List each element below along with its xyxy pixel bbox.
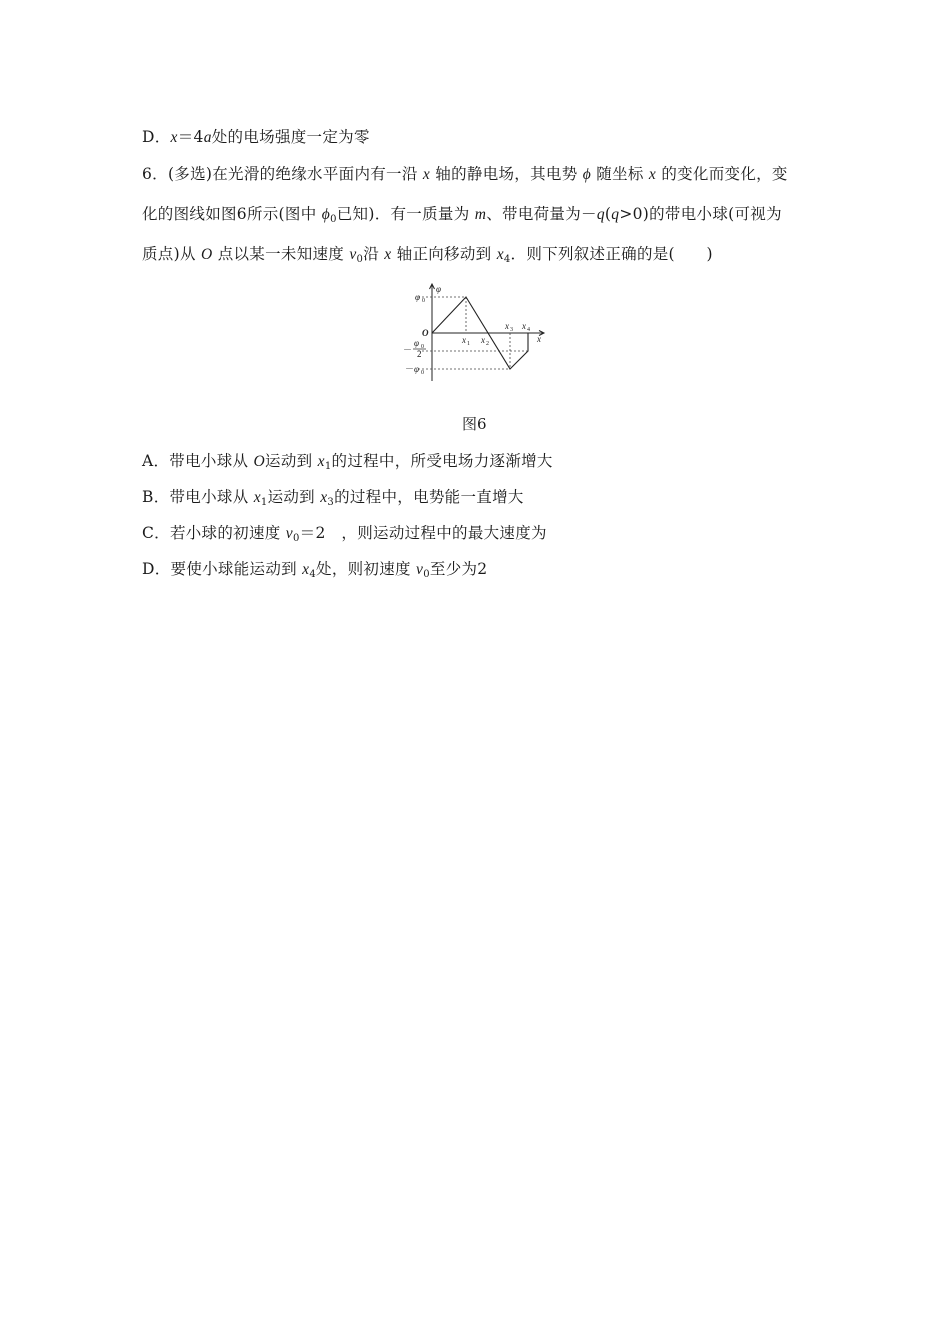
- phi0-sub: 0: [422, 298, 425, 304]
- option-d[interactable]: [142, 558, 487, 586]
- option-b-sub: 1: [260, 497, 268, 508]
- option-d-vsub: 0: [423, 569, 430, 580]
- q-l1-p2: 轴的静电场，其电势: [430, 165, 583, 183]
- option-b-x: x: [253, 489, 261, 506]
- option-a[interactable]: [142, 450, 553, 478]
- q-l3-v-sub: 0: [356, 254, 364, 265]
- origin-label: O: [422, 328, 429, 338]
- x4-sub: 4: [527, 327, 530, 333]
- axis-y-label: φ: [436, 284, 441, 294]
- half-num-sub: 0: [421, 344, 424, 350]
- prev-option-d-eq: ＝4: [177, 128, 204, 146]
- prev-option-d-prefix: D．: [142, 128, 171, 146]
- x1-sub: 1: [467, 341, 470, 347]
- q-l3-p4: 轴正向移动到: [391, 245, 497, 263]
- q-l2-p1: 化的图线如图6所示(图中: [142, 205, 322, 223]
- option-c[interactable]: [142, 522, 547, 550]
- q-l1-p1: 6．(多选)在光滑的绝缘水平面内有一沿: [142, 165, 423, 183]
- potential-graph-figure: [398, 283, 550, 383]
- q-l2-q: q: [596, 206, 605, 223]
- neg-phi0-sub: 0: [421, 370, 424, 376]
- half-sign: －: [403, 345, 413, 355]
- q-l3-p1: 质点)从: [142, 245, 201, 263]
- prev-option-d-var-x: x: [170, 129, 178, 146]
- prev-option-d-rest: 处的电场强度一定为零: [211, 128, 370, 146]
- q-l3-x: x: [384, 246, 392, 263]
- option-d-x: x: [302, 561, 310, 578]
- option-a-O: O: [253, 453, 266, 470]
- q-l3-O: O: [200, 246, 213, 263]
- option-c-sub: 0: [292, 533, 300, 544]
- option-d-p3: 至少为2: [429, 560, 488, 578]
- q-l2-p4: (: [604, 205, 612, 223]
- q-l3-p3: 沿: [363, 245, 385, 263]
- q-l1-x2: x: [648, 166, 657, 183]
- x3-sub: 3: [510, 327, 513, 333]
- x3-label: x: [505, 321, 509, 331]
- q-l2-m: m: [474, 206, 487, 223]
- option-d-p1: D．要使小球能运动到: [142, 560, 303, 578]
- option-b-sub3: 3: [327, 497, 335, 508]
- x4-label: x: [522, 321, 526, 331]
- q-l3-p2: 点以某一未知速度: [212, 245, 350, 263]
- q-l2-sub0: 0: [330, 214, 337, 225]
- half-num: φ: [414, 338, 419, 348]
- q-l3-p5: ．则下列叙述正确的是( ): [510, 245, 713, 263]
- q-l2-p2: 已知)．有一质量为: [336, 205, 475, 223]
- axis-x-label: x: [537, 334, 541, 344]
- q-l2-phi0: ϕ: [321, 206, 331, 223]
- prev-option-d: [142, 126, 370, 149]
- q-l2-p3: 、带电荷量为－: [486, 205, 597, 223]
- option-b-p2: 运动到: [267, 488, 321, 506]
- x2-sub: 2: [486, 341, 489, 347]
- x2-label: x: [481, 335, 485, 345]
- option-d-v: v: [416, 561, 424, 578]
- option-b-p1: B．带电小球从: [142, 488, 254, 506]
- q-l1-phi: ϕ: [582, 166, 592, 183]
- figure-caption: 图6: [462, 415, 487, 433]
- option-a-x: x: [317, 453, 325, 470]
- option-b[interactable]: [142, 486, 524, 514]
- option-c-p2: ＝2 ，则运动过程中的最大速度为: [299, 524, 547, 542]
- q-l2-p5: >0)的带电小球(可视为: [619, 205, 782, 223]
- q-l1-x: x: [422, 166, 431, 183]
- option-a-p1: A．带电小球从: [142, 452, 254, 470]
- option-b-x3: x: [320, 489, 328, 506]
- option-c-v: v: [285, 525, 293, 542]
- option-a-p2: 运动到: [265, 452, 318, 470]
- q-l3-v: v: [349, 246, 357, 263]
- question-line-3: [142, 243, 713, 271]
- q-l3-x4-sub: 4: [503, 254, 511, 265]
- q-l1-p4: 的变化而变化，变: [656, 165, 788, 183]
- q-l3-x4: x: [496, 246, 504, 263]
- q-l1-p3: 随坐标: [591, 165, 649, 183]
- option-d-p2: 处，则初速度: [316, 560, 417, 578]
- option-a-sub: 1: [324, 461, 332, 472]
- question-line-2: [142, 203, 782, 231]
- phi0-label: φ: [415, 292, 420, 302]
- prev-option-d-var-a: a: [203, 129, 212, 146]
- neg-phi0-sign: －: [405, 364, 415, 374]
- question-line-1: [142, 163, 788, 186]
- half-den: 2: [417, 349, 422, 359]
- x1-label: x: [462, 335, 466, 345]
- option-b-p3: 的过程中，电势能一直增大: [334, 488, 524, 506]
- q-l2-q2: q: [611, 206, 620, 223]
- option-a-p3: 的过程中，所受电场力逐渐增大: [331, 452, 553, 470]
- neg-phi0-label: φ: [414, 364, 419, 374]
- option-d-sub: 4: [309, 569, 317, 580]
- option-c-p1: C．若小球的初速度: [142, 524, 286, 542]
